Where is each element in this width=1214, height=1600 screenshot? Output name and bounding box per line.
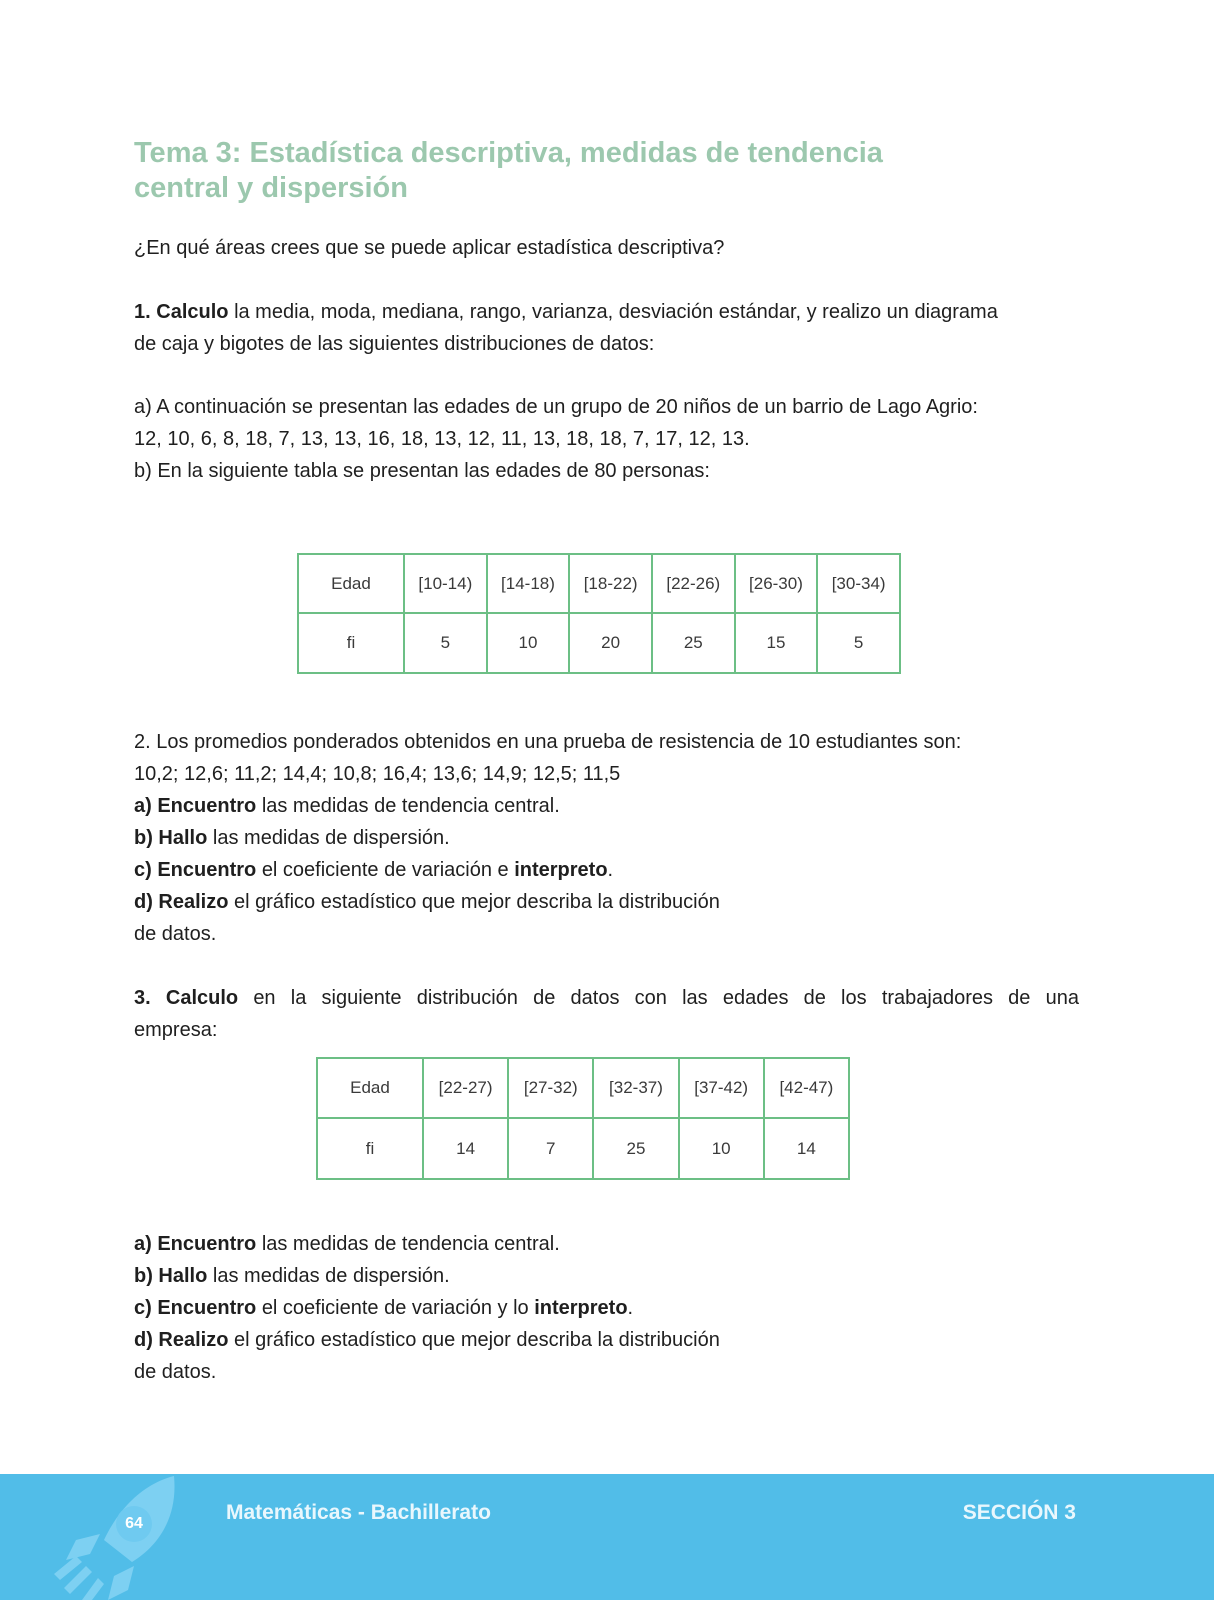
exercise-2-data: 10,2; 12,6; 11,2; 14,4; 10,8; 16,4; 13,6; 14,9; 12,5; 11,5: [134, 763, 621, 785]
exercise-3c: c) Encuentro el coeficiente de variación y lo interpreto.: [134, 1297, 634, 1319]
exercise-1-parts: [134, 391, 1079, 487]
interval-cell: [18-22): [569, 554, 652, 613]
freq-cell: 7: [508, 1118, 593, 1179]
table-row: [298, 554, 900, 613]
interval-cell: [30-34): [817, 554, 900, 613]
exercise-1-number: 1.: [134, 301, 151, 323]
freq-cell: 5: [404, 613, 487, 673]
interval-cell: [22-27): [423, 1058, 508, 1118]
interval-cell: [22-26): [652, 554, 735, 613]
exercise-2d: d) Realizo el gráfico estadístico que mejor describa la distribución: [134, 891, 720, 913]
exercise-1a-data: 12, 10, 6, 8, 18, 7, 13, 13, 16, 18, 13, 12, 11, 13, 18, 18, 7, 17, 12, 13.: [134, 428, 750, 450]
book-title: Matemáticas - Bachillerato: [226, 1501, 491, 1524]
freq-cell: 10: [679, 1118, 764, 1179]
freq-cell: 5: [817, 613, 900, 673]
intro-question: ¿En qué áreas crees que se puede aplicar estadística descriptiva?: [134, 237, 725, 259]
table-row: [298, 613, 900, 673]
exercise-3d: d) Realizo el gráfico estadístico que mejor describa la distribución: [134, 1329, 720, 1351]
exercise-3-number: 3.: [134, 987, 151, 1009]
page-number: 64: [116, 1506, 152, 1542]
interval-cell: [32-37): [593, 1058, 678, 1118]
exercise-2d-line2: de datos.: [134, 923, 217, 945]
age-table-2: [316, 1057, 850, 1180]
interval-cell: [27-32): [508, 1058, 593, 1118]
freq-cell: 14: [423, 1118, 508, 1179]
table-freq-label: fi: [317, 1118, 423, 1179]
age-table-1: [297, 553, 901, 674]
exercise-3-parts: [134, 1228, 1079, 1388]
title-line-1: Tema 3: Estadística descriptiva, medidas de tendencia: [134, 137, 883, 169]
table-header-cell: Edad: [317, 1058, 423, 1118]
interval-cell: [37-42): [679, 1058, 764, 1118]
exercise-3b: b) Hallo las medidas de dispersión.: [134, 1265, 450, 1287]
exercise-1b-line: b) En la siguiente tabla se presentan las edades de 80 personas:: [134, 460, 710, 482]
interval-cell: [26-30): [735, 554, 818, 613]
interval-cell: [10-14): [404, 554, 487, 613]
exercise-1a-line1: a) A continuación se presentan las edades de un grupo de 20 niños de un barrio de Lago Agrio:: [134, 396, 978, 418]
freq-cell: 20: [569, 613, 652, 673]
exercise-3-statement: [134, 982, 1079, 1046]
exercise-2: [134, 726, 1079, 950]
freq-cell: 25: [593, 1118, 678, 1179]
interval-cell: [42-47): [764, 1058, 849, 1118]
page-title: [134, 136, 1034, 206]
exercise-2-line1: 2. Los promedios ponderados obtenidos en una prueba de resistencia de 10 estudiantes son:: [134, 731, 962, 753]
section-label: SECCIÓN 3: [962, 1501, 1076, 1524]
table-freq-label: fi: [298, 613, 404, 673]
exercise-3d-line2: de datos.: [134, 1361, 217, 1383]
exercise-3-verb: Calculo: [165, 987, 239, 1009]
title-line-2: central y dispersión: [134, 172, 408, 204]
exercise-3a: a) Encuentro las medidas de tendencia central.: [134, 1233, 560, 1255]
freq-cell: 14: [764, 1118, 849, 1179]
exercise-1-verb: Calculo: [156, 301, 229, 323]
freq-cell: 25: [652, 613, 735, 673]
exercise-2b: b) Hallo las medidas de dispersión.: [134, 827, 450, 849]
exercise-1-line1: la media, moda, mediana, rango, varianza, desviación estándar, y realizo un diagrama: [234, 301, 998, 323]
exercise-3-line2: empresa:: [134, 1019, 218, 1041]
freq-cell: 15: [735, 613, 818, 673]
freq-cell: 10: [487, 613, 570, 673]
interval-cell: [14-18): [487, 554, 570, 613]
exercise-2c: c) Encuentro el coeficiente de variación e interpreto.: [134, 859, 614, 881]
table-header-cell: Edad: [298, 554, 404, 613]
table-row: [317, 1058, 849, 1118]
exercise-1-line2: de caja y bigotes de las siguientes distribuciones de datos:: [134, 333, 655, 355]
exercise-1-statement: [134, 296, 1079, 360]
exercise-2a: a) Encuentro las medidas de tendencia central.: [134, 795, 560, 817]
exercise-3-line1: en la siguiente distribución de datos con las edades de los trabajadores de una: [253, 987, 1079, 1009]
table-row: [317, 1118, 849, 1179]
